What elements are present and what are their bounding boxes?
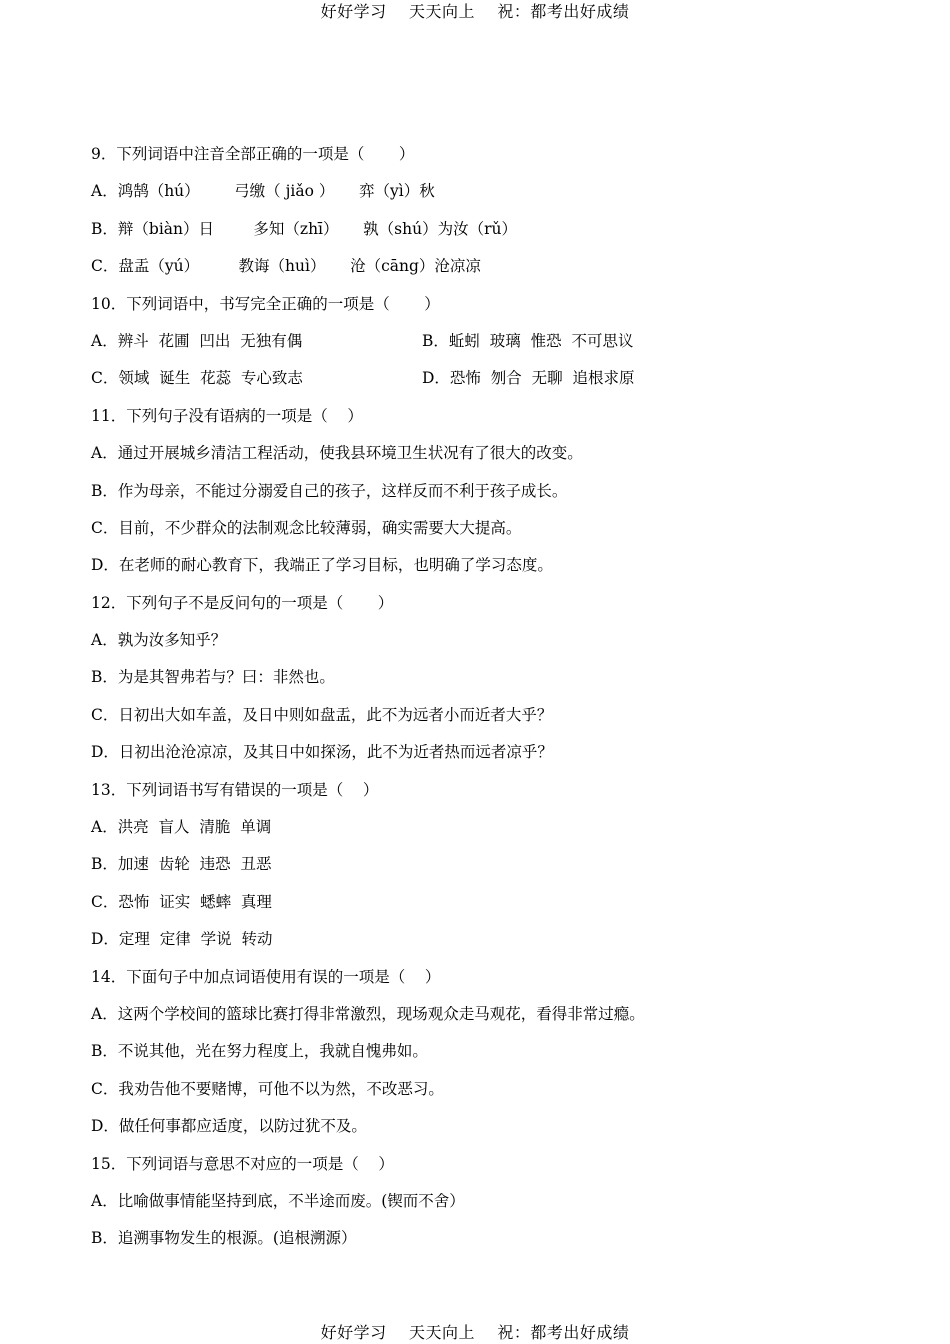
question-15-option-b: B．追溯事物发生的根源。(追根溯源） — [91, 1229, 357, 1248]
question-10-stem: 10．下列词语中，书写完全正确的一项是（ ） — [91, 294, 440, 313]
question-14-option-b: B．不说其他，光在努力程度上，我就自愧弗如。 — [91, 1042, 428, 1061]
question-13-option-d: D．定理 定律 学说 转动 — [91, 930, 273, 949]
question-10-option-d: D．恐怖 刎合 无聊 追根求原 — [422, 369, 635, 388]
question-14-stem: 14．下面句子中加点词语使用有误的一项是（ ） — [91, 967, 441, 986]
page-footer: 好好学习 天天向上 祝：都考出好成绩 — [320, 1323, 630, 1342]
question-9-option-c: C．盘盂（yú） 教诲（huì） 沧（cāng）沧凉凉 — [91, 257, 481, 276]
question-11-option-d: D．在老师的耐心教育下，我端正了学习目标，也明确了学习态度。 — [91, 556, 553, 575]
question-14-option-a: A．这两个学校间的篮球比赛打得非常激烈，现场观众走马观花，看得非常过瘾。 — [91, 1004, 645, 1023]
question-13-stem: 13．下列词语书写有错误的一项是（ ） — [91, 780, 379, 799]
question-15-stem: 15．下列词语与意思不对应的一项是（ ） — [91, 1154, 394, 1173]
question-content — [91, 143, 891, 1265]
question-15-option-a: A．比喻做事情能坚持到底，不半途而废。(锲而不舍） — [91, 1191, 465, 1210]
question-11-option-c: C．目前，不少群众的法制观念比较薄弱，确实需要大大提高。 — [91, 518, 522, 537]
question-12-option-c: C．日初出大如车盖，及日中则如盘盂，此不为远者小而近者大乎？ — [91, 705, 553, 724]
question-13-option-b: B．加速 齿轮 违恐 丑恶 — [91, 855, 272, 874]
question-14-option-c: C．我劝告他不要赌博，可他不以为然，不改恶习。 — [91, 1079, 444, 1098]
question-9-option-a: A．鸿鹄（hú） 弓缴（ jiǎo ） 弈（yì）秋 — [91, 182, 435, 201]
question-13-option-c: C．恐怖 证实 蟋蟀 真理 — [91, 892, 272, 911]
question-10-option-c: C．领域 诞生 花蕊 专心致志 — [91, 369, 303, 388]
question-12-option-a: A．孰为汝多知乎？ — [91, 631, 227, 650]
question-14-option-d: D．做任何事都应适度，以防过犹不及。 — [91, 1117, 367, 1136]
question-13-option-a: A．洪亮 盲人 清脆 单调 — [91, 818, 272, 837]
question-11-option-b: B．作为母亲，不能过分溺爱自己的孩子，这样反而不利于孩子成长。 — [91, 481, 568, 500]
question-10-option-a: A．辨斗 花圃 凹出 无独有偶 — [91, 331, 303, 350]
question-9-option-b: B．辩（biàn）日 多知（zhī） 孰（shú）为汝（rǔ） — [91, 219, 517, 238]
page-header: 好好学习 天天向上 祝：都考出好成绩 — [320, 2, 630, 21]
question-12-option-d: D．日初出沧沧凉凉，及其日中如探汤，此不为近者热而远者凉乎？ — [91, 743, 553, 762]
question-10-row-2 — [91, 367, 891, 404]
question-12-option-b: B．为是其智弗若与？曰：非然也。 — [91, 668, 335, 687]
question-11-stem: 11．下列句子没有语病的一项是（ ） — [91, 406, 363, 425]
question-10-row-1 — [91, 330, 891, 367]
question-11-option-a: A．通过开展城乡清洁工程活动，使我县环境卫生状况有了很大的改变。 — [91, 444, 583, 463]
question-9-stem: 9．下列词语中注音全部正确的一项是（ ） — [91, 145, 415, 163]
question-10-option-b: B．蚯蚓 玻璃 惟恐 不可思议 — [422, 331, 634, 350]
question-12-stem: 12．下列句子不是反问句的一项是（ ） — [91, 593, 394, 612]
